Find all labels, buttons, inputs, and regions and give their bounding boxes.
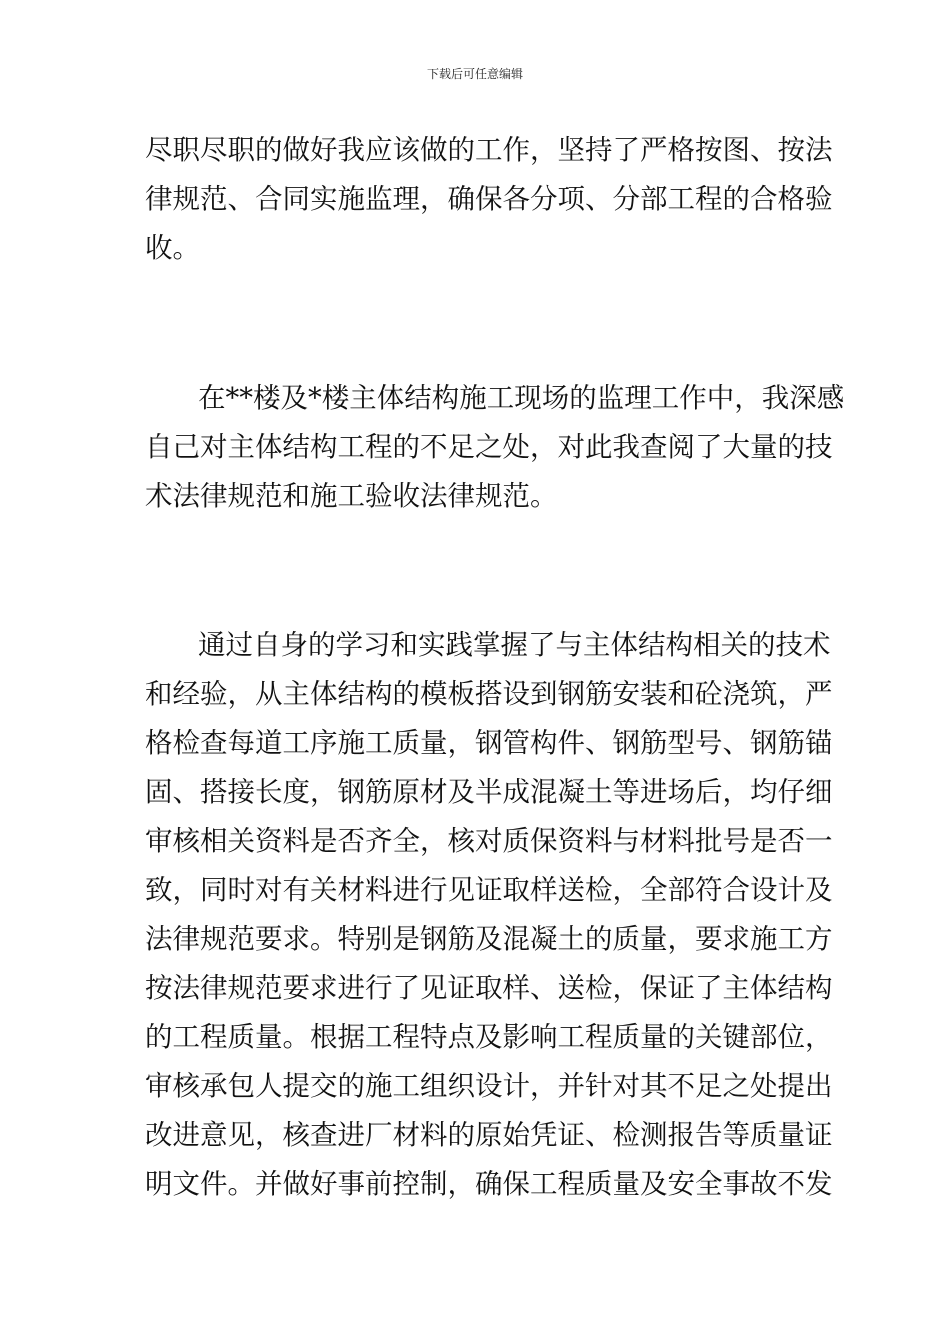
- paragraph-line: 收。: [145, 232, 200, 264]
- paragraph-1: [145, 126, 833, 273]
- paragraph-line: 明文件。并做好事前控制，确保工程质量及安全事故不发: [145, 1168, 833, 1200]
- paragraph-line: 自己对主体结构工程的不足之处，对此我查阅了大量的技: [145, 431, 833, 463]
- paragraph-line: 律规范、合同实施监理，确保各分项、分部工程的合格验: [145, 183, 833, 215]
- paragraph-line: 法律规范要求。特别是钢筋及混凝土的质量，要求施工方: [145, 923, 833, 955]
- paragraph-line: 致，同时对有关材料进行见证取样送检，全部符合设计及: [145, 874, 833, 906]
- paragraph-line: 在**楼及*楼主体结构施工现场的监理工作中，我深感: [198, 382, 845, 414]
- paragraph-3: [145, 621, 833, 1209]
- paragraph-line: 审核承包人提交的施工组织设计，并针对其不足之处提出: [145, 1070, 833, 1102]
- paragraph-line: 通过自身的学习和实践掌握了与主体结构相关的技术: [198, 629, 831, 661]
- paragraph-line: 和经验，从主体结构的模板搭设到钢筋安装和砼浇筑，严: [145, 678, 833, 710]
- paragraph-line: 术法律规范和施工验收法律规范。: [145, 480, 558, 512]
- paragraph-line: 尽职尽职的做好我应该做的工作，坚持了严格按图、按法: [145, 134, 833, 166]
- paragraph-line: 改进意见，核查进厂材料的原始凭证、检测报告等质量证: [145, 1119, 833, 1151]
- paragraph-line: 固、搭接长度，钢筋原材及半成混凝土等进场后，均仔细: [145, 776, 833, 808]
- paragraph-line: 的工程质量。根据工程特点及影响工程质量的关键部位，: [145, 1021, 833, 1053]
- paragraph-line: 审核相关资料是否齐全，核对质保资料与材料批号是否一: [145, 825, 833, 857]
- paragraph-2: [145, 374, 845, 521]
- paragraph-line: 按法律规范要求进行了见证取样、送检，保证了主体结构: [145, 972, 833, 1004]
- header-note: 下载后可任意编辑: [426, 67, 523, 81]
- paragraph-line: 格检查每道工序施工质量，钢管构件、钢筋型号、钢筋锚: [145, 727, 833, 759]
